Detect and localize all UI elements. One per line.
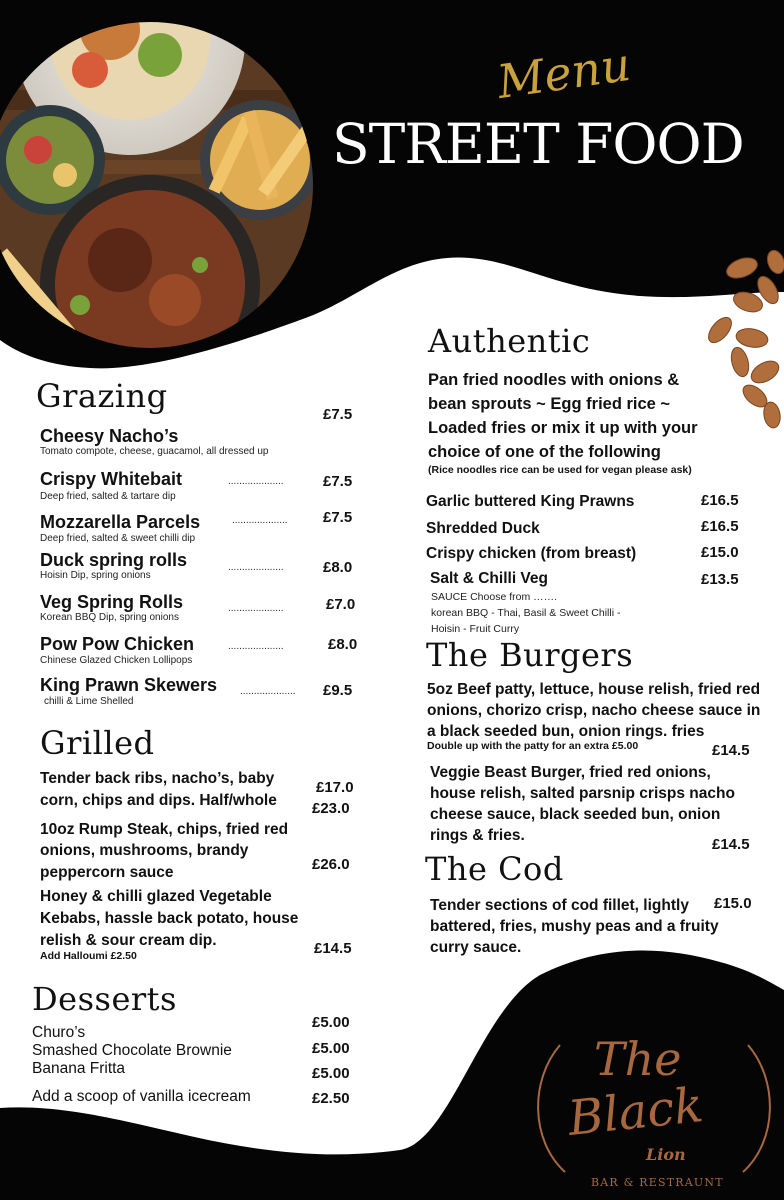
menu-item-desc: Tomato compote, cheese, guacamol, all dressed up xyxy=(40,446,269,457)
dessert-price: £5.00 xyxy=(312,1040,350,1057)
grilled-item-line: 10oz Rump Steak, chips, fried red xyxy=(40,821,289,838)
grilled-item-line: onions, mushrooms, brandy xyxy=(40,842,249,859)
authentic-option: Shredded Duck xyxy=(426,520,540,537)
burger-price: £14.5 xyxy=(712,742,750,759)
grazing-heading: Grazing xyxy=(36,377,168,415)
grilled-item-price: £23.0 xyxy=(312,800,350,817)
menu-item-name: Veg Spring Rolls xyxy=(40,592,184,612)
cod-heading: The Cod xyxy=(425,850,564,888)
grilled-item-line: Kebabs, hassle back potato, house xyxy=(40,910,299,927)
menu-item-desc: Chinese Glazed Chicken Lollipops xyxy=(40,655,193,666)
authentic-option: Salt & Chilli Veg xyxy=(430,570,548,587)
menu-item-leader: .................... xyxy=(228,562,284,573)
authentic-option: Crispy chicken (from breast) xyxy=(426,545,637,562)
burger-price: £14.5 xyxy=(712,836,750,853)
authentic-option-price: £13.5 xyxy=(701,571,739,588)
desserts-heading: Desserts xyxy=(32,980,177,1018)
menu-item-leader: .................... xyxy=(228,641,284,652)
menu-item-leader: .................... xyxy=(240,686,296,697)
burger-desc-line: a black seeded bun, onion rings. fries xyxy=(427,723,705,740)
authentic-option-price: £15.0 xyxy=(701,544,739,561)
dessert-name: Banana Fritta xyxy=(32,1060,126,1077)
menu-item-desc: Deep fried, salted & sweet chilli dip xyxy=(40,533,196,544)
menu-item-desc: Deep fried, salted & tartare dip xyxy=(40,491,176,502)
menu-item-price: £8.0 xyxy=(328,636,358,653)
menu-item-price: £7.5 xyxy=(323,509,353,526)
authentic-note: (Rice noodles rice can be used for vegan please ask) xyxy=(428,464,692,476)
burger-note: Double up with the patty for an extra £5.00 xyxy=(427,740,639,752)
burger-desc-line: onions, chorizo crisp, nacho cheese sauce in xyxy=(427,702,761,719)
menu-item-desc: Hoisin Dip, spring onions xyxy=(40,570,151,581)
grilled-item-line: relish & sour cream dip. xyxy=(40,932,217,949)
authentic-desc-line: Loaded fries or mix it up with your xyxy=(428,419,698,437)
menu-item-name: Mozzarella Parcels xyxy=(40,512,201,532)
logo-line-the: The xyxy=(594,1032,682,1086)
grilled-item-line: Tender back ribs, nacho’s, baby xyxy=(40,770,275,787)
logo-tagline: BAR & RESTRAUNT xyxy=(591,1176,724,1189)
menu-item-name: Cheesy Nacho’s xyxy=(40,426,179,446)
authentic-option-price: £16.5 xyxy=(701,492,739,509)
menu-item-name: King Prawn Skewers xyxy=(40,675,218,695)
grilled-item-price: £17.0 xyxy=(316,779,354,796)
dessert-name: Churo’s xyxy=(32,1024,86,1041)
cod-desc-line: Tender sections of cod fillet, lightly xyxy=(430,897,689,914)
burger-desc-line: house relish, salted parsnip crisps nacho xyxy=(430,785,735,802)
menu-item-price: £7.5 xyxy=(323,406,353,423)
burger-desc-line: Veggie Beast Burger, fried red onions, xyxy=(430,764,711,781)
logo-line-lion: Lion xyxy=(646,1145,686,1164)
cod-desc-line: curry sauce. xyxy=(430,939,522,956)
cod-price: £15.0 xyxy=(714,895,752,912)
grilled-item-price: £14.5 xyxy=(314,940,352,957)
burger-desc-line: 5oz Beef patty, lettuce, house relish, fried red xyxy=(427,681,761,698)
dessert-addon-price: £2.50 xyxy=(312,1090,350,1107)
sauce-line: korean BBQ - Thai, Basil & Sweet Chilli - xyxy=(431,607,621,619)
menu-script-title: Menu xyxy=(493,36,634,110)
authentic-option: Garlic buttered King Prawns xyxy=(426,493,635,510)
grilled-item-line: corn, chips and dips. Half/whole xyxy=(40,792,277,809)
menu-item-desc: Korean BBQ Dip, spring onions xyxy=(40,612,179,623)
authentic-heading: Authentic xyxy=(428,322,591,360)
menu-item-name: Crispy Whitebait xyxy=(40,469,183,489)
menu-item-price: £7.5 xyxy=(323,473,353,490)
authentic-desc-line: choice of one of the following xyxy=(428,443,661,461)
logo-line-black: Black xyxy=(565,1077,706,1147)
cod-desc-line: battered, fries, mushy peas and a fruity xyxy=(430,918,719,935)
burger-desc-line: rings & fries. xyxy=(430,827,525,844)
menu-item-name: Duck spring rolls xyxy=(40,550,188,570)
menu-item-leader: .................... xyxy=(228,603,284,614)
dessert-name: Smashed Chocolate Brownie xyxy=(32,1042,232,1059)
menu-item-price: £8.0 xyxy=(323,559,353,576)
burgers-heading: The Burgers xyxy=(426,636,634,674)
grilled-heading: Grilled xyxy=(40,724,155,762)
menu-item-name: Pow Pow Chicken xyxy=(40,634,195,654)
sauce-line: Hoisin - Fruit Curry xyxy=(431,623,520,635)
authentic-desc-line: Pan fried noodles with onions & xyxy=(428,371,680,389)
menu-item-leader: .................... xyxy=(228,476,284,487)
grilled-item-price: £26.0 xyxy=(312,856,350,873)
authentic-desc-line: bean sprouts ~ Egg fried rice ~ xyxy=(428,395,671,413)
menu-item-price: £7.0 xyxy=(326,596,356,613)
menu-item-price: £9.5 xyxy=(323,682,353,699)
grilled-item-note: Add Halloumi £2.50 xyxy=(40,950,137,962)
page-title: STREET FOOD xyxy=(332,112,744,176)
authentic-option-price: £16.5 xyxy=(701,518,739,535)
dessert-price: £5.00 xyxy=(312,1014,350,1031)
grilled-item-line: peppercorn sauce xyxy=(40,864,174,881)
burger-desc-line: cheese sauce, black seeded bun, onion xyxy=(430,806,721,823)
sauce-line: SAUCE Choose from ……. xyxy=(431,591,558,603)
dessert-addon: Add a scoop of vanilla icecream xyxy=(32,1088,251,1105)
grilled-item-line: Honey & chilli glazed Vegetable xyxy=(40,888,272,905)
dessert-price: £5.00 xyxy=(312,1065,350,1082)
menu-item-desc: chilli & Lime Shelled xyxy=(44,696,134,707)
menu-item-leader: .................... xyxy=(232,515,288,526)
